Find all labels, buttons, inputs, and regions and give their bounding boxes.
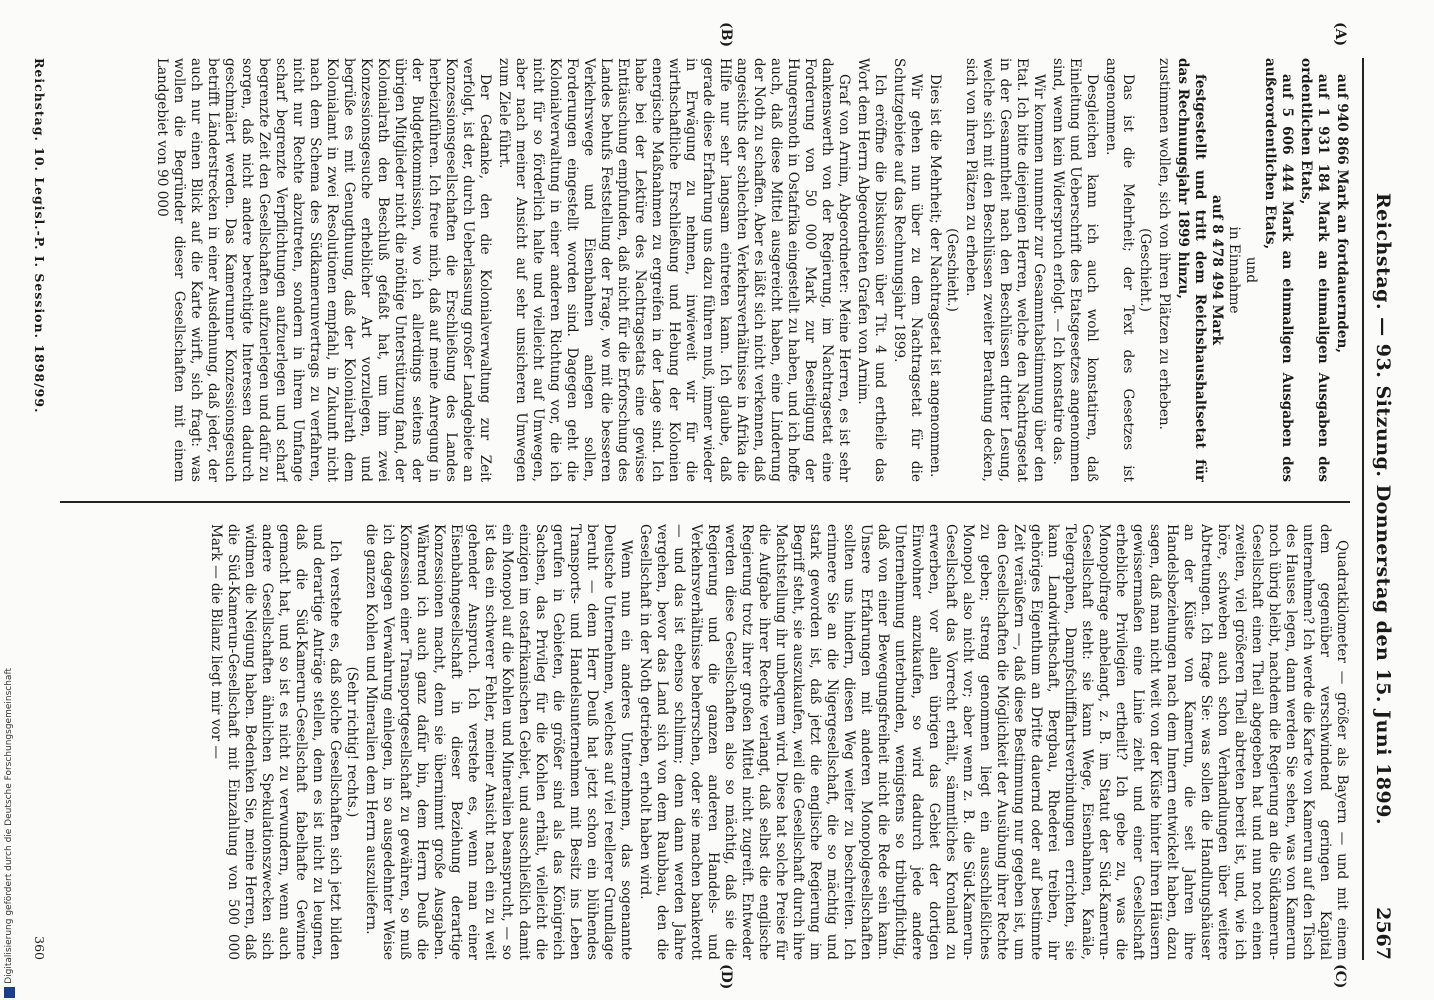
- margin-marker-a: (A): [1332, 22, 1348, 47]
- paragraph-l6: auf 8 478 494 Mark: [1209, 194, 1225, 346]
- paragraph-l10: Das ist die Mehrheit; der Text des Gesetzes ist angenommen.: [1103, 58, 1136, 482]
- text-column-left: [60, 58, 1350, 482]
- margin-marker-d: (D): [718, 964, 734, 990]
- credit-text: Digitalisierung gefördert durch die Deutsche Forschungsgemeinschaft: [4, 668, 14, 984]
- paragraph-l2: auf 1 931 184 Mark an einmaligen Ausgaben des ordentlichen Etats,: [1298, 58, 1331, 482]
- paragraph-r3: (Sehr richtig! rechts.): [344, 666, 360, 818]
- paragraph-l3: auf 5 606 444 Mark an einmaligen Ausgaben des außerordentlichen Etats,: [1262, 58, 1295, 482]
- header-page-number: 2567: [1372, 907, 1394, 960]
- paragraph-l4: und: [1243, 256, 1259, 284]
- margin-marker-b: (B): [718, 22, 734, 48]
- paragraph-l5: in Einnahme: [1226, 226, 1242, 314]
- header-title: Reichstag. — 93. Sitzung. Donnerstag den 15. Juni 1899.: [1372, 192, 1394, 826]
- paragraph-l9: (Geschieht.): [1137, 228, 1153, 312]
- paragraph-r4: Ich verstehe es, daß solche Gesellschaften sich jetzt bilden und derartige Anträge stellen, denn es ist nicht zu leugnen, daß die Süd-Kamerun-Gesellschaft fabelhafte Gewinne gemacht hat, und so ist es nicht zu verwundern, wenn auch andere Gesellschaften ähnlichen Spekulationszwecken sich widmen die Neigung haben. Bedenken Sie, meine Herren, daß die Süd-Kamerun-Gesellschaft mit Einzahlung von 500 000 Mark — die Bilanz liegt mir vor —: [208, 524, 343, 960]
- paragraph-l15: Wir gehen nun über zu dem Nachtragsetat für die Schutzgebiete auf das Rechnungsjahr 1899.: [891, 58, 924, 482]
- paragraph-l17: Graf von Arnim, Abgeordneter: Meine Herren, es ist sehr dankenswerth von der Regierung, im Nachtragsetat eine Forderung von 50 000 Mark zur Beseitigung der Hungersnoth in Ostafrika eingestellt zu haben, und ich hoffe auch, daß diese Mittel ausgereicht haben, eine Linderung der Noth zu schaffen. Aber es läßt sich nicht verkennen, daß angesichts der schlechten Verkehrsverhältnisse in Afrika die Hilfe nur sehr langsam eintreten kann. Ich glaube, daß gerade diese Erfahrung uns dazu führen muß, immer wieder in Erwägung zu nehmen, inwieweit wir für die wirthschaftliche Erschließung und Hebung der Kolonien energische Maßnahmen zu ergreifen in der Lage sind. Ich habe bei der Lektüre des Nachtragsetats eine gewisse Enttäuschung empfunden, daß nicht für die Erforschung des Landes behufs Feststellung der Frage, wo mit die besseren Verkehrswege und Eisenbahnen anlegen sollen, Forderungen eingestellt worden sind. Dagegen geht die Kolonialverwaltung in einer anderen Richtung vor, die ich nicht für so förderlich halte und vielleicht auf Umwegen, aber nach meiner Ansicht auf sehr unsicheren Umwegen zum Ziele führt.: [496, 58, 852, 482]
- paragraph-l16: Ich eröffne die Diskussion über Tit. 4 und ertheile das Wort dem Herrn Abgeordneten Grafen von Arnim.: [855, 58, 888, 482]
- footer-sheet-number: 360: [32, 936, 47, 960]
- paragraph-l13: (Geschieht.): [944, 228, 960, 312]
- dfg-logo-icon: [4, 987, 15, 998]
- paragraph-l8: zustimmen wollen, sich von ihren Plätzen zu erheben.: [1156, 58, 1172, 430]
- margin-marker-c: (C): [1332, 964, 1348, 989]
- paragraph-l7: festgestellt und tritt dem Reichshaushaltsetat für das Rechnungsjahr 1899 hinzu,: [1175, 58, 1208, 482]
- paragraph-r2: Wenn nun ein anderes Unternehmen, das sogenannte Deutsche Unternehmen, welches auf viel reellerer Grundlage beruht — denn Herr Deuß hat jetzt schon ein blühendes Transports- und Handelsunternehmen mit Besitz ins Leben gerufen in Gebieten, die größer sind als das Königreich Sachsen, das Privileg für die Kohlen erhält, vielleicht die einzigen im ostafrikanischen Gebiet, und ausschließlich damit ein Monopol auf die Kohlen und Mineralien beansprucht, — so ist das ein schwerer Fehler, meiner Ansicht nach ein zu weit gehender Anspruch. Ich verstehe es, wenn man einer Eisenbahngesellschaft in dieser Beziehung derartige Konzessionen macht, denn sie übernimmt große Ausgaben. Während ich auch ganz dafür bin, dem Herrn Deuß die Konzession einer Transportgesellschaft zu gewähren, so muß ich dagegen Verwahrung einlegen, in so ausgedehnter Weise die ganzen Kohlen und Mineralien dem Herrn auszuliefern.: [363, 524, 634, 960]
- paragraph-l12: Wir kommen nunmehr zur Gesammtabstimmung über den Etat. Ich bitte diejenigen Herren, welche den Nachtragsetat in der Gesammtheit nach den Beschlüssen dritter Lesung, welche sich mit den Beschlüssen zweiter Berathung decken, sich von ihren Plätzen zu erheben.: [963, 58, 1047, 482]
- paragraph-l18: Der Gedanke, den die Kolonialverwaltung zur Zeit verfolgt, ist der, durch Ueberlassung großer Landgebiete an Konzessionsgesellschaften die Erschließung des Landes herbeizuführen. Ich freue mich, daß auf meine Anregung in der Budgetkommission, wo ich allerdings seitens der übrigen Mitglieder nicht die nöthige Unterstützung fand, der Kolonialrath den Beschluß gefaßt hat, um ihm zwei Konzessionsgesuche erheblicher Art vorzulegen, und begrüße es mit Genugthuung, daß der Kolonialrath dem Kolonialamt in zwei Resolutionen empfahl, in Zukunft nicht nach dem Schema des Südkamerunvertrags zu verfahren, nicht nur Rechte abzutreten, sondern in ihrem Umfange scharf begrenzte Verpflichtungen aufzuerlegen und scharf begrenzte Zeit den Gesellschaften aufzuerlegen und dafür zu sorgen, daß nicht andere berechtigte Interessen dadurch geschmälert werden. Das Kamerunner Konzessionsgesuch betrifft Länderstrecken in einer Ausdehnung, daß jeder, der auch nur einen Blick auf die Karte wirft, sich fragt: was wollen die Begründer dieser Gesellschaften mit einem Landgebiet von 90 000: [154, 58, 493, 482]
- paragraph-l11: Desgleichen kann ich auch wohl konstatiren, daß Einleitung und Ueberschrift des Etatsgesetzes angenommen sind, wenn kein Widerspruch erfolgt. — Ich konstatire das.: [1050, 58, 1100, 482]
- footer-session-info: Reichstag. 10. Legisl.-P. I. Session. 1898/99.: [32, 58, 47, 414]
- column-divider: [60, 501, 1350, 503]
- paragraph-l1: auf 940 866 Mark an fortdauernden,: [1334, 74, 1350, 354]
- page-header: [1362, 58, 1398, 960]
- paragraph-r1: Quadratkilometer — größer als Bayern — und mit einem dem gegenüber verschwindend geringen Kapital unternehmen? Ich werde die Karte von Kamerun auf den Tisch des Hauses legen, dann werden Sie sehen, was von Kamerun noch übrig bleibt, nachdem die Regierung an die Südkamerun-Gesellschaft einen Theil abgegeben hat und nun noch einen zweiten, viel größeren Theil abtreten bereit ist, und, wie ich höre, schweben auch schon Verhandlungen über weitere Abtretungen. Ich frage Sie: was sollen die Handlungshäuser an der Küste von Kamerun, die seit Jahren ihre Handelsbeziehungen nach dem Innern entwickelt haben, dazu sagen, daß man nicht weit von der Küste hinter ihren Häusern gewissermaßen eine Linie zieht und einer Gesellschaft erhebliche Privilegien ertheilt? Ich gebe zu, was die Monopolfrage anbelangt, z. B. im Statut der Süd-Kamerun-Gesellschaft steht: sie kann Wege, Eisenbahnen, Kanäle, Telegraphen, Dampfschifffahrtsverbindungen errichten, sie kann Landwirthschaft, Bergbau, Rhederei treiben, ihr gehöriges Eigenthum an Dritte dauernd oder auf bestimmte Zeit veräußern —, daß diese Bestimmung nur gegeben ist, um den Gesellschaften die Möglichkeit der Ausübung ihrer Rechte zu geben; streng genommen liegt ein ausschließliches Monopol also nicht vor; aber wenn z. B. die Süd-Kamerun-Gesellschaft das Vorrecht erhält, sämmtliches Kronland zu erwerben, vor allen übrigen das Gebiet der dortigen Einwohner anzukaufen, so wird dadurch jede andere Unternehmung unterbunden, wenigstens so tributpflichtig, daß von einer Bewegungsfreiheit nicht die Rede sein kann. Unsere Erfahrungen mit anderen Monopolgesellschaften sollten uns hindern, diesen Weg weiter zu beschreiten. Ich erinnere Sie an die Nigergesellschaft, die so mächtig und stark geworden ist, daß jetzt die englische Regierung im Begriff steht, sie auszukaufen, weil die Gesellschaft durch ihre Machtstellung ihr unbequem wird. Diese hat solche Preise für die Aufgabe ihrer Rechte verlangt, daß selbst die englische Regierung trotz ihrer großen Mittel nicht zugreift. Entweder werden diese Gesellschaften also so mächtig, daß sie die Regierung und die ganzen anderen Handels- und Verkehrsverhältnisse beherrschen, oder sie machen bankerott — und das ist ebenso schlimm; denn dann werden Jahre vergehen, bevor das Land sich von dem Raubbau, den die Gesellschaft in der Noth getrieben, erholt haben wird.: [637, 524, 1350, 960]
- digitization-credit: [0, 0, 34, 1000]
- text-column-right: [60, 524, 1350, 960]
- paragraph-l14: Dies ist die Mehrheit; der Nachtragsetat ist angenommen.: [927, 74, 943, 478]
